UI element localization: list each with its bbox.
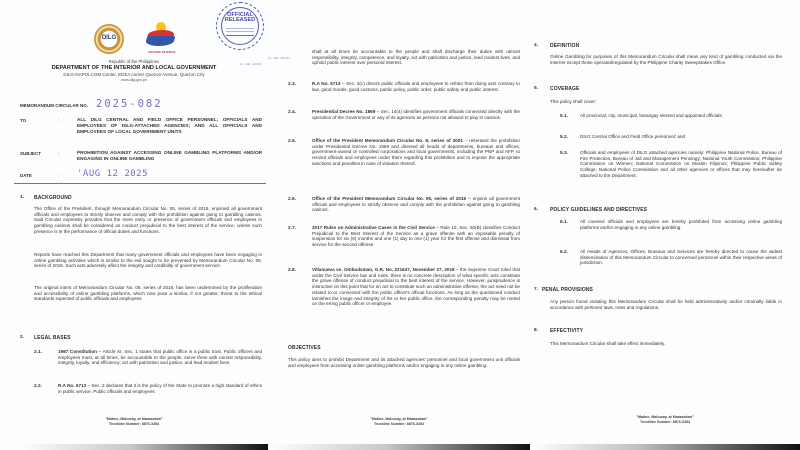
legal-basis-2-7 [312, 225, 520, 248]
item-number: 2.1. [34, 350, 43, 355]
page-3 [530, 0, 800, 450]
section-number: 8. [534, 328, 539, 333]
footer-trunkline: Trunkline Number: 8876-3454 [109, 421, 159, 426]
legal-basis-2-2 [58, 383, 262, 394]
item-title: R.A No. 6713 [58, 383, 87, 388]
section-title-penal-provisions: PENAL PROVISIONS [542, 287, 593, 293]
item-text: – Sec. 2 declares that it is the policy of the State to promote a high standard of ethics in public service. Public officials and employees [58, 383, 262, 394]
republic-line: Republic of the Philippines [108, 59, 160, 64]
effectivity-text: This Memorandum Circular shall take effect immediately. [550, 341, 666, 346]
scan-edge-shadow [18, 444, 268, 450]
stamp-note-1: 14 - 11dt - 10/1/0/1 [240, 63, 262, 66]
page-footer [268, 417, 530, 426]
background-paragraph-3: The original intent of Memorandum Circular No. 06, series of 2016, has been undermined by the proliferation and accessibility of online gambling platforms, which now pose a similar, if not greater, threat to the ethical standards expected of public officials and employees. [34, 285, 262, 302]
dilg-logo-text: DILG [101, 35, 117, 41]
item-number: 2.6. [288, 197, 297, 202]
date-colon: : [58, 173, 60, 178]
item-text: – Rule 10, Sec. 50(B) classifies Conduct Prejudicial to the Best Interest of the Service as a grave offense with an imposable penalty of suspension for six (6) months and one (1) day to one (1) year for the first offense and dismissal from service for the second offense. [312, 225, 520, 248]
item-title: Office of the President Memorandum Circular No. 8, series of 2001 [312, 138, 463, 143]
item-number: 5.2. [560, 135, 569, 140]
section-number: 6. [534, 207, 539, 212]
item-title: Villanueva vs. Ombudsman, G.R. No. 221647, November 27, 2018 [312, 267, 455, 272]
coverage-item-5-2: DILG Central Office and Field Office personnel; and [580, 134, 686, 139]
legal-basis-2-3 [312, 81, 520, 92]
item-number: 6.1. [560, 220, 569, 225]
to-label: TO [20, 118, 27, 123]
legal-basis-2-2-continued: shall at all times be accountable to the people and shall discharge their duties with utmost responsibility, integrity, competence, and loyalty, act with patriotism and justice, lead modest lives, and uphold public interest over personal interest. [312, 49, 520, 66]
item-text: – Sec. 14(4) identifies government officials connected directly with the operation of the Government or any of its agencies as persons not allowed to play in casinos. [312, 109, 520, 120]
item-title: 1987 Constitution [58, 349, 97, 354]
item-number: 6.2. [560, 250, 569, 255]
to-value: ALL DILG CENTRAL AND FIELD OFFICE PERSONNEL; OFFICIALS AND EMPLOYEES OF DILG-ATTACHED AGENCIES; AND ALL OFFICIALS AND EMPLOYEES OF LOCAL GOVERNMENT UNITS [77, 117, 262, 134]
penal-provisions-text: Any person found violating this Memorandum Circular shall be held administratively and/or criminally liable in accordance with pertinent laws, rules and regulations. [550, 299, 782, 310]
memo-number: 2025-082 [96, 98, 163, 110]
section-title-background: BACKGROUND [34, 195, 72, 201]
page-2 [268, 0, 530, 450]
subject-label: SUBJECT [20, 151, 42, 156]
item-title: R.A No. 6713 [312, 81, 341, 86]
section-title-policy-guidelines: POLICY GUIDELINES AND DIRECTIVES [550, 207, 648, 213]
footer-motto: "Matino, Mahusay, at Maaasahan" [636, 415, 694, 419]
item-number: 5.3. [560, 151, 569, 156]
item-number: 2.8. [288, 268, 297, 273]
background-paragraph-1: The Office of the President, through Memorandum Circular No. 06, series of 2016, enjoined all government officials and employees to strictly observe and comply with the prohibition against going to gambling casinos. Said Circular expressly provides that the mere entry or presence of government officials and employees in gambling casinos shall be considered as conduct prejudicial to the best interest of the service, unless such presence is in the performance of official duties and functions. [34, 206, 262, 234]
to-colon: : [58, 118, 60, 123]
legal-basis-2-6 [312, 196, 520, 213]
section-title-definition: DEFINITION [550, 43, 580, 49]
official-released-stamp [216, 2, 264, 50]
legal-basis-2-4 [312, 109, 520, 120]
item-text: – Article XI, Sec. 1 states that public office is a public trust. Public officers and employees must, at all times, be accountable to the people, serve them with utmost responsibility, integrity, loyalty, and efficiency; act with patriotism and justice, and lead modest lives. [58, 349, 262, 366]
background-paragraph-2: Reports have reached this Department that many government officials and employees have been engaging in online gambling activities which is similar to the evil sought to be prevented by Memorandum Circular No. 06, series of 2016. Such acts adversely affect the integrity and credibility of government service. [34, 252, 262, 269]
item-text: – Sec. 4(c) directs public officials and employees to refrain from doing acts contrary to law, good morals, good customs, public policy, public order, public safety and public interest. [312, 81, 520, 92]
stamp-note-1: 14 - 11dt - 10/1/0/1 [268, 57, 290, 60]
section-title-legal-bases: LEGAL BASES [34, 335, 71, 341]
item-number: 2.7. [288, 226, 297, 231]
item-title: Presidential Decree No. 1869 [312, 109, 376, 114]
page-footer [530, 415, 800, 424]
objectives-text: This policy aims to prohibit Department and its attached agencies' personnel and local government unit officials and employees from accessing online gambling platforms and/or engaging in any online gambling. [288, 357, 520, 368]
dilg-seal-logo [94, 24, 124, 54]
footer-motto: "Matino, Mahusay, at Maaasahan" [105, 417, 163, 421]
section-number: 5. [534, 86, 539, 91]
item-title: Office of the President Memorandum Circular No. 06, series of 2016 [312, 196, 467, 201]
stamp-line-1: OFFICIAL [227, 12, 253, 18]
scan-edge-shadow [530, 444, 800, 450]
page-1 [0, 0, 268, 450]
legal-basis-2-8 [312, 267, 520, 307]
policy-item-6-2: All Heads of Agencies, Offices, Bureaus and Services are hereby directed to cause the widest dissemination of this Memorandum Circular to concerned personnel within their respective areas of jurisdiction. [580, 249, 782, 266]
item-number: 2.2. [34, 384, 43, 389]
coverage-item-5-1: All provincial, city, municipal, barangay elected and appointed officials; [580, 113, 723, 118]
footer-trunkline: Trunkline Number: 8876-3454 [374, 421, 424, 426]
bagong-pilipinas-label: BAGONG PILIPINAS [148, 50, 176, 54]
subject-colon: : [58, 151, 60, 156]
date-value: 'AUG 12 2025 [77, 169, 149, 179]
section-title-coverage: COVERAGE [550, 86, 580, 92]
item-number: 2.4. [288, 110, 297, 115]
item-text: – enjoins all government officials and employees to strictly observe and comply with the prohibition against going to gambling casinos. [312, 196, 521, 213]
department-website: www.dilg.gov.ph [121, 78, 147, 82]
policy-item-6-1: All covered officials and employees are hereby prohibited from accessing online gambling platforms and/or engaging in any online gambling. [580, 219, 782, 230]
footer-motto: "Matino, Mahusay, at Maaasahan" [370, 417, 428, 421]
item-title: 2017 Rules on Administrative Cases in the Civil Service [312, 225, 435, 230]
definition-text: Online Gambling for purposes of this Memorandum Circular shall mean any kind of gambling conducted via the internet except those operated/regulated by the Philippine Charity Sweepstakes Office. [550, 54, 782, 65]
section-number: 2. [20, 335, 25, 340]
item-number: 2.3. [288, 82, 297, 87]
legal-basis-2-5 [312, 138, 520, 167]
coverage-intro: This policy shall cover: [550, 99, 597, 104]
page-footer [0, 417, 268, 426]
section-title-objectives: OBJECTIVES [288, 345, 321, 351]
department-address: DILG-NAPOLCOM Center, EDSA corner Quezon Avenue, Quezon City [63, 72, 205, 77]
header-divider [14, 183, 266, 184]
memo-label: MEMORANDUM CIRCULAR NO. [20, 103, 88, 108]
date-label: DATE [20, 173, 32, 178]
item-text: – the Supreme Court ruled that under the Civil Service law and rules, there is no concrete description of what specific acts constitute the grave offense of conduct prejudicial to the best interest of the service. However, jurisprudence is instructive on this point that for an act to constitute such an administrative offense, the act need not be related to or connected with the public officer's official functions. As long as the questioned conduct tarnishes the image and integrity of his or her public office, the corresponding penalty may be meted on the erring public officer or employee. [312, 267, 520, 307]
department-name: DEPARTMENT OF THE INTERIOR AND LOCAL GOVERNMENT [51, 65, 217, 71]
coverage-item-5-3: Officials and employees of DILG attached agencies namely: Philippine National Police, Bureau of Fire Protection, Bureau of Jail and Management Penology; National Youth Commission; Philippine Commission on Women; National Commission on Muslim Filipinos; Philippine Public Safety College; National Police Commission and all other agencies or offices that may hereinafter be attached to the Department. [580, 150, 782, 178]
item-text: – reiterated the prohibition under Presidential Decree No. 1869 and directed all heads of departments, bureaus and offices, government-owned or controlled corporations and local governments, including the PNP and AFP, to remind officials and employees under them regarding this prohibition and to impose the appropriate sanctions and penalties in case of violation thereof. [312, 138, 520, 166]
section-number: 1. [20, 195, 25, 200]
stamp-line-2: RELEASED [224, 17, 256, 23]
scan-edge-shadow [268, 444, 530, 450]
subject-value: PROHIBITION AGAINST ACCESSING ONLINE GAMBLING PLATFORMS AND/OR ENGAGING IN ONLINE GAMBLING [77, 150, 262, 161]
section-number: 4. [534, 43, 539, 48]
section-title-effectivity: EFFECTIVITY [550, 328, 584, 334]
legal-basis-2-1 [58, 349, 262, 366]
bagong-pilipinas-logo [146, 22, 176, 48]
item-number: 5.1. [560, 114, 569, 119]
section-number: 7. [534, 287, 539, 292]
item-number: 2.5. [288, 139, 297, 144]
footer-trunkline: Trunkline Number: 8876-3454 [640, 419, 690, 424]
